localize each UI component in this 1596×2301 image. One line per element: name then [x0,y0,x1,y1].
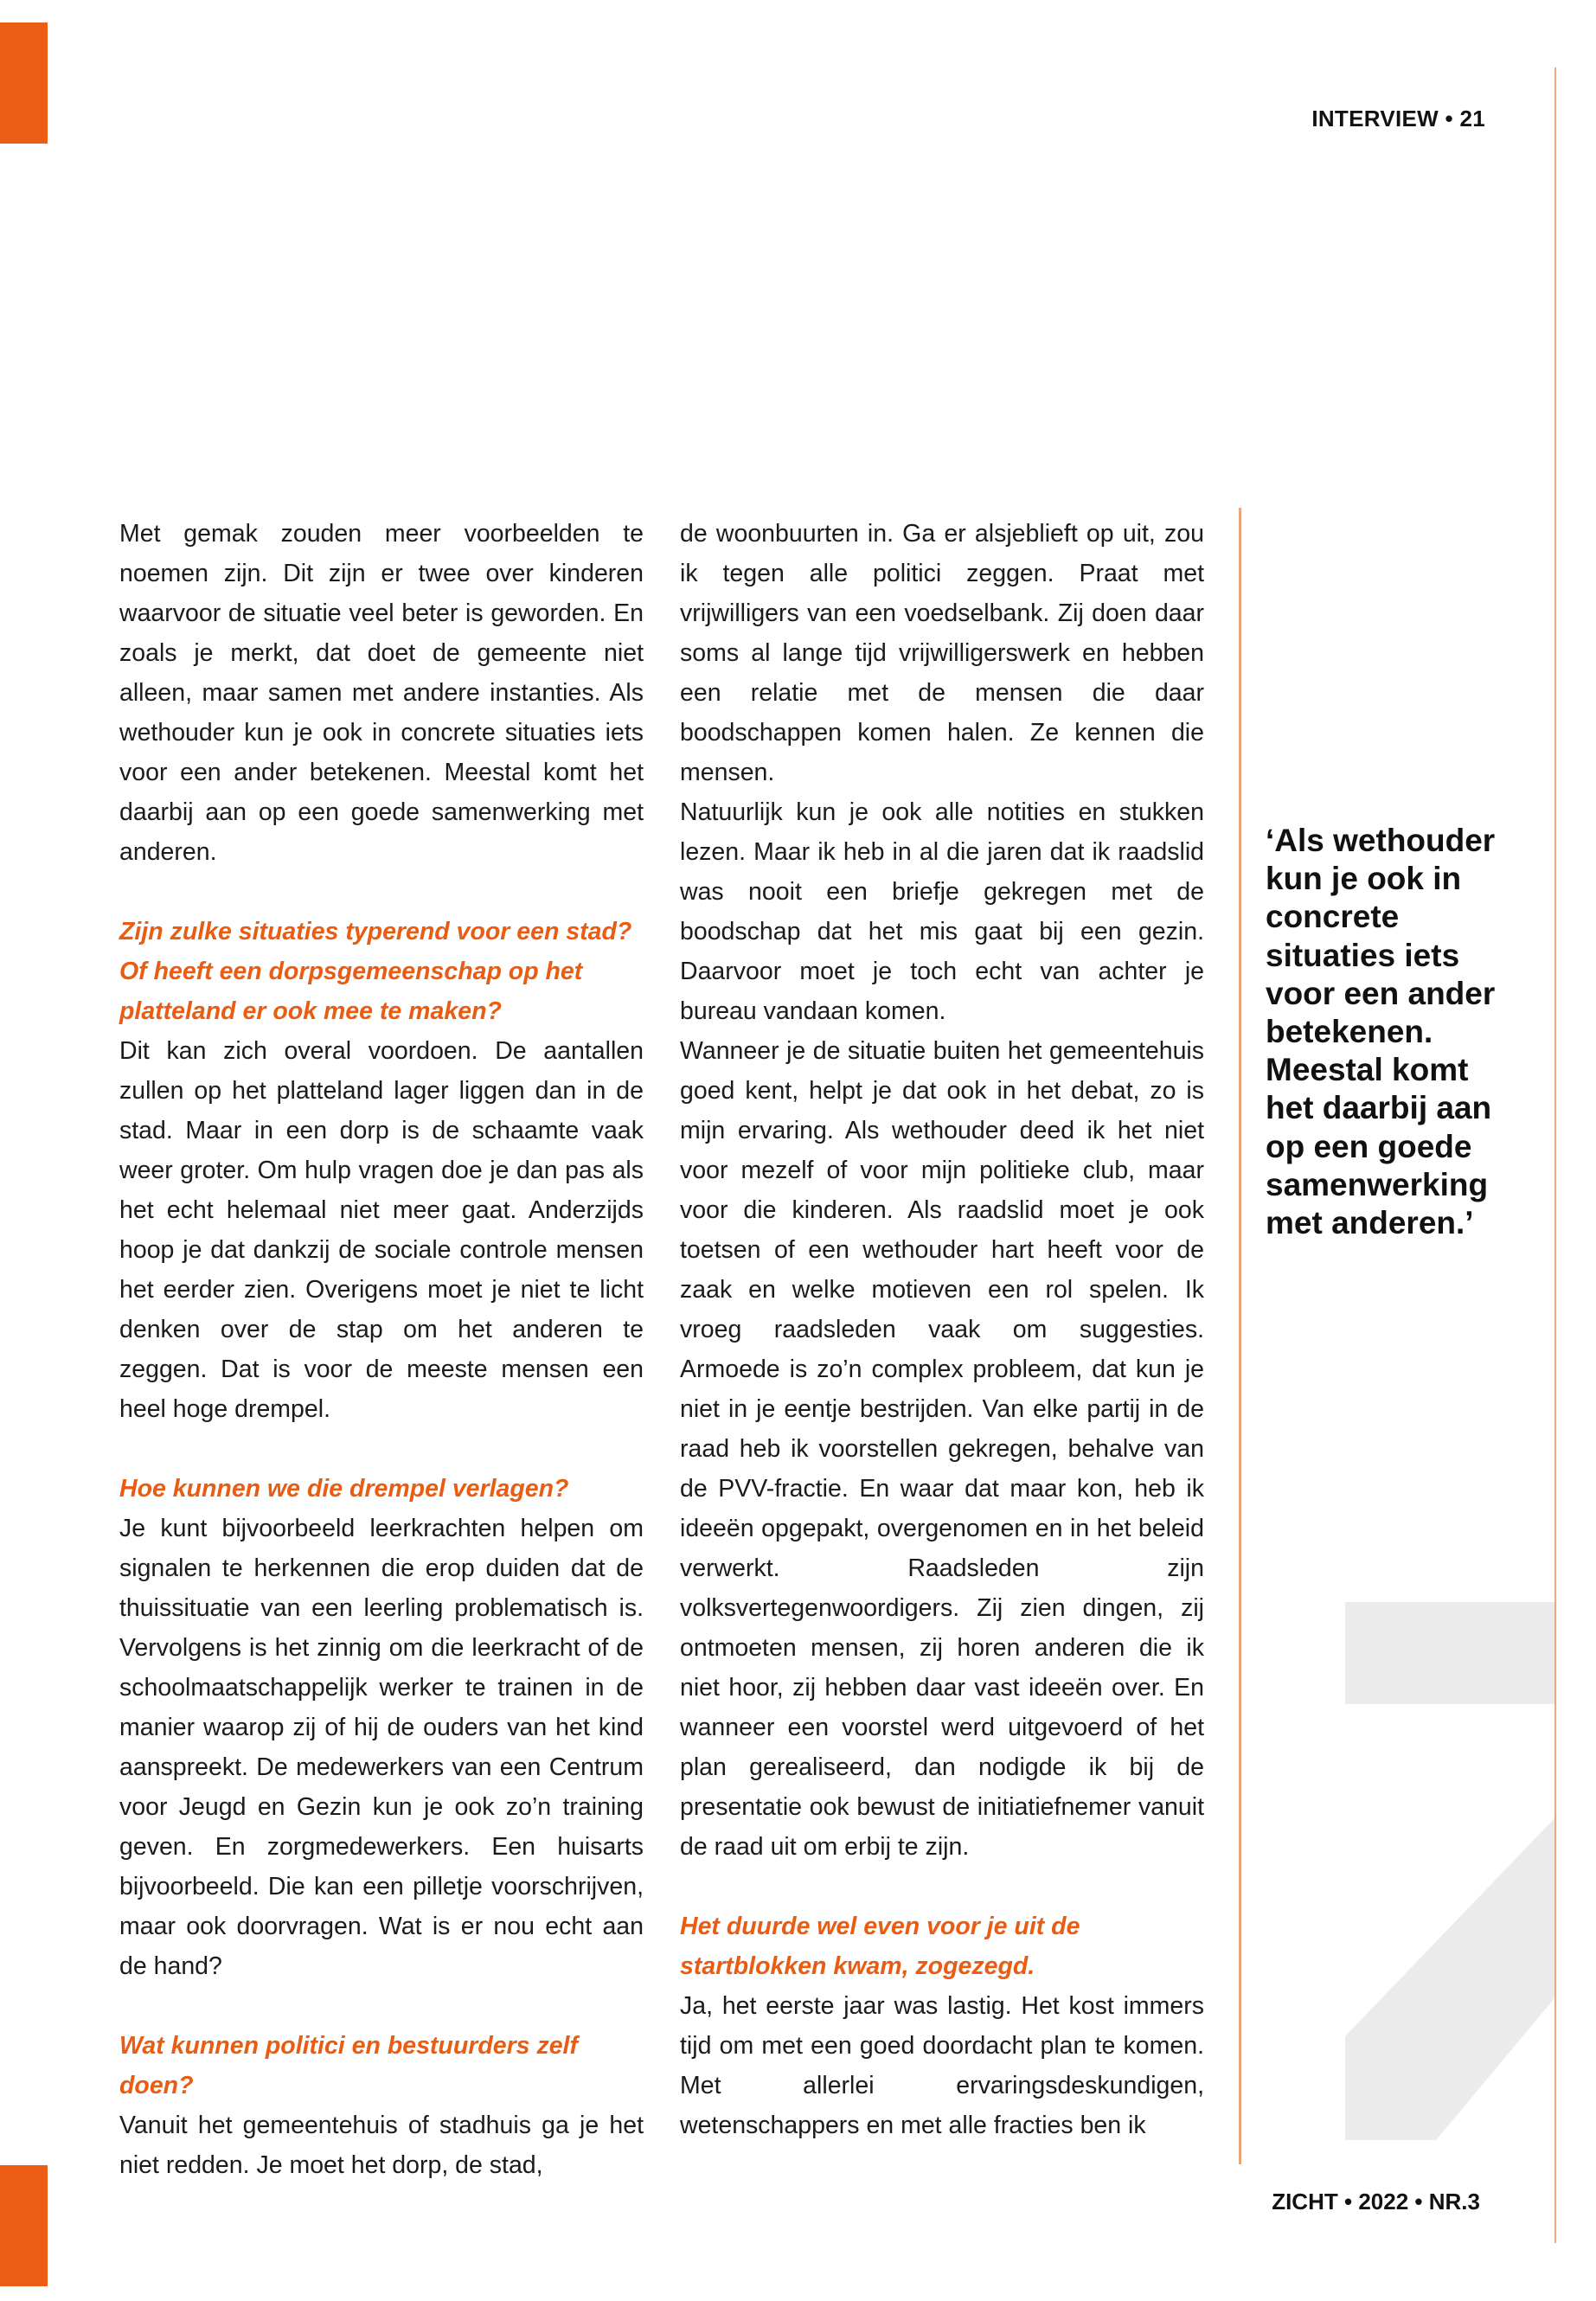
header-separator: • [1445,106,1453,131]
article-column-left [119,514,644,2185]
answer-paragraph: Dit kan zich overal voordoen. De aantallen zullen op het platteland lager liggen dan in de stad. Maar in een dorp is de schaamte vaak weer groter. Om hulp vragen doe je dan pas als het echt helemaal niet meer gaat. Anderzijds hoop je dat dankzij de sociale controle mensen het eerder zien. Overigens moet je niet te licht denken over de stap om het anderen te zeggen. Dat is voor de meeste mensen een heel hoge drempel. [119,1037,644,1423]
z-logo-top-bar [1345,1602,1554,1704]
page-number: 21 [1459,106,1485,131]
large-z-logo-icon [1345,1602,1554,2140]
answer-paragraph: Vanuit het gemeentehuis of stadhuis ga je het niet redden. Je moet het dorp, de stad, [119,2112,644,2179]
interview-question: Het duurde wel even voor je uit de startblokken kwam, zogezegd. [680,1913,1080,1980]
answer-paragraph: Met gemak zouden meer voorbeelden te noemen zijn. Dit zijn er twee over kinderen waarvoor de situatie veel beter is geworden. En zoals je merkt, dat doet de gemeente niet alleen, maar samen met andere instanties. Als wethouder kun je ook in concrete situaties iets voor een ander betekenen. Meestal komt het daarbij aan op een goede samenwerking met anderen. [119,520,644,866]
interview-question: Wat kunnen politici en bestuurders zelf doen? [119,2032,578,2099]
bottom-accent-tab [0,2165,48,2286]
pull-quote-divider [1239,508,1241,2164]
pull-quote: ‘Als wethouder kun je ook in concrete situaties iets voor een ander betekenen. Meestal komt het daarbij aan op een goede samenwerking met anderen.’ [1266,823,1496,1241]
footer-separator: • [1343,2189,1353,2214]
issue-year: 2022 [1358,2189,1409,2214]
interview-question: Hoe kunnen we die drempel verlagen? [119,1475,569,1503]
page-edge-rule [1554,67,1556,2243]
answer-paragraph: de woonbuurten in. Ga er alsjeblieft op uit, zou ik tegen alle politici zeggen. Praat met vrijwilligers van een voedselbank. Zij doen daar soms al lange tijd vrijwilligerswerk en hebben een relatie met de mensen die daar boodschappen komen halen. Ze kennen die mensen. [680,520,1204,786]
answer-paragraph: Wanneer je de situatie buiten het gemeentehuis goed kent, helpt je dat ook in het debat, zo is mijn ervaring. Als wethouder deed ik het niet voor mezelf of voor mijn politieke club, maar voor die kinderen. Als raadslid moet je ook toetsen of een wethouder hart heeft voor de zaak en welke motieven een rol spelen. Ik vroeg raadsleden vaak om suggesties. Armoede is zo’n complex probleem, dat kun je niet in je eentje bestrijden. Van elke partij in de raad heb ik voorstellen gekregen, behalve van de PVV-fractie. En waar dat maar kon, heb ik ideeën opgepakt, overgenomen en in het beleid verwerkt. Raadsleden zijn volksvertegenwoordigers. Zij zien dingen, zij ontmoeten mensen, zij horen anderen die ik niet hoor, zij hebben daar vast ideeën over. En wanneer een voorstel werd uitgevoerd of het plan gerealiseerd, dan nodigde ik bij de presentatie ook bewust de initiatiefnemer vanuit de raad uit om erbij te zijn. [680,1037,1204,1861]
article-column-middle [680,514,1204,2145]
running-header [1311,106,1485,132]
section-label: INTERVIEW [1311,106,1439,131]
footer-separator: • [1414,2189,1423,2214]
answer-paragraph: Natuurlijk kun je ook alle notities en stukken lezen. Maar ik heb in al die jaren dat ik raadslid was nooit een briefje gekregen met de boodschap dat het mis gaat bij een gezin. Daarvoor moet je toch echt van achter je bureau vandaan komen. [680,798,1204,1025]
running-footer [1272,2189,1480,2215]
interview-question: Zijn zulke situaties typerend voor een stad? Of heeft een dorpsgemeenschap op het platteland er ook mee te maken? [119,918,632,1025]
z-logo-diagonal [1345,1818,1554,2140]
answer-paragraph: Ja, het eerste jaar was lastig. Het kost immers tijd om met een goed doordacht plan te komen. Met allerlei ervaringsdeskundigen, wetenschappers en met alle fracties ben ik [680,1992,1204,2139]
top-accent-tab [0,22,48,144]
magazine-name: ZICHT [1272,2189,1338,2214]
answer-paragraph: Je kunt bijvoorbeeld leerkrachten helpen om signalen te herkennen die erop duiden dat de thuissituatie van een leerling problematisch is. Vervolgens is het zinnig om die leerkracht of de schoolmaatschappelijk werker te trainen in de manier waarop zij of hij de ouders van het kind aanspreekt. De medewerkers van een Centrum voor Jeugd en Gezin kun je ook zo’n training geven. En zorgmedewerkers. Een huisarts bijvoorbeeld. Die kan een pilletje voorschrijven, maar ook doorvragen. Wat is er nou echt aan de hand? [119,1515,644,1980]
issue-number: NR.3 [1428,2189,1480,2214]
